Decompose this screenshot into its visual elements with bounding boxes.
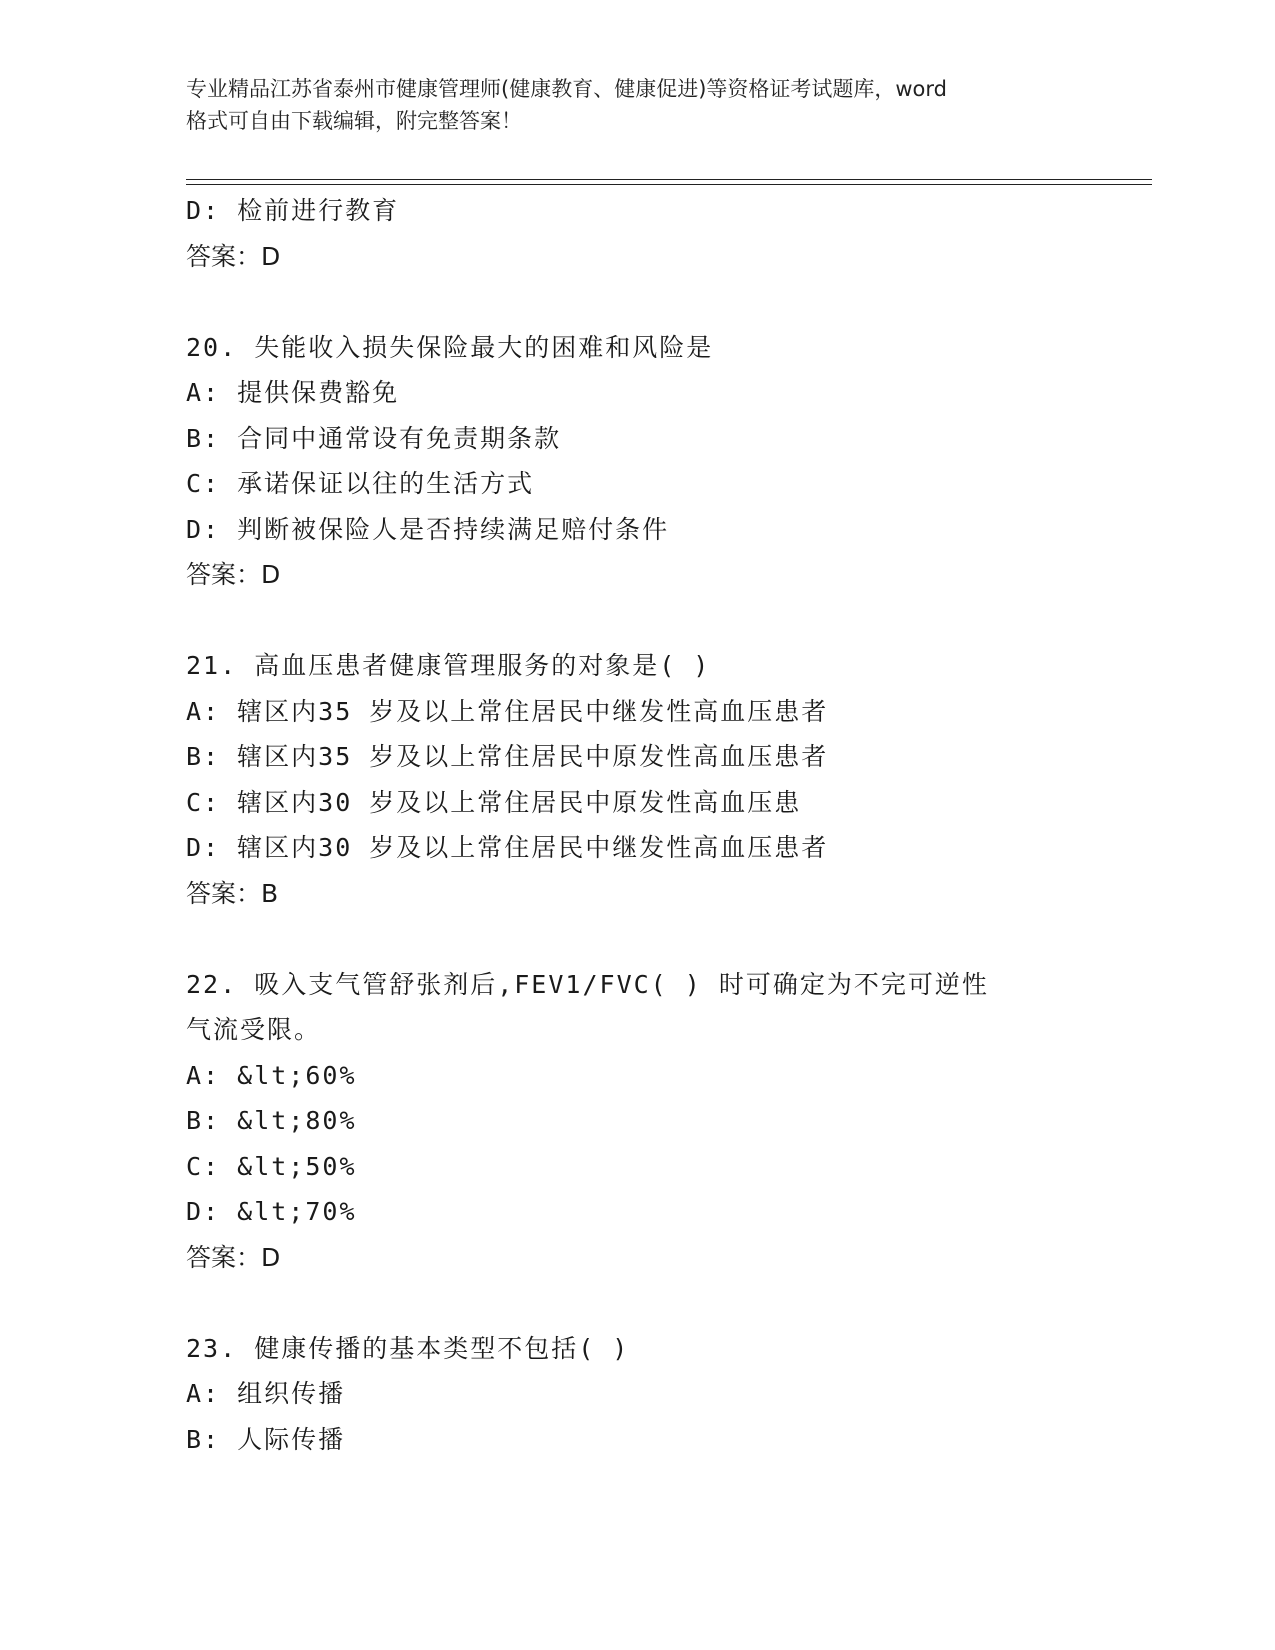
option-d: D: 检前进行教育 bbox=[186, 196, 400, 225]
question-20 bbox=[186, 325, 1152, 598]
spacer bbox=[186, 916, 1152, 962]
question-21 bbox=[186, 643, 1152, 916]
option-d: D: &lt;70% bbox=[186, 1197, 357, 1226]
option-b: B: 合同中通常设有免责期条款 bbox=[186, 423, 562, 453]
question-23 bbox=[186, 1326, 1152, 1463]
option-c: C: 承诺保证以往的生活方式 bbox=[186, 469, 535, 498]
spacer bbox=[186, 279, 1152, 325]
answer: 答案：B bbox=[186, 878, 279, 908]
option-a: A: &lt;60% bbox=[186, 1060, 357, 1090]
question-title: 20. 失能收入损失保险最大的困难和风险是 bbox=[186, 332, 714, 362]
header-line-1: 专业精品江苏省泰州市健康管理师(健康教育、健康促进)等资格证考试题库，word bbox=[186, 77, 948, 101]
question-title-continued: 气流受限。 bbox=[186, 1015, 322, 1044]
option-b: B: 人际传播 bbox=[186, 1424, 346, 1454]
option-c: C: &lt;50% bbox=[186, 1151, 357, 1181]
question-title: 22. 吸入支气管舒张剂后,FEV1/FVC( ) 时可确定为不完可逆性 bbox=[186, 969, 989, 999]
option-c: C: 辖区内30 岁及以上常住居民中原发性高血压患 bbox=[186, 787, 802, 817]
question-list bbox=[186, 188, 1152, 1462]
question-title: 23. 健康传播的基本类型不包括( ) bbox=[186, 1333, 630, 1363]
option-b: B: 辖区内35 岁及以上常住居民中原发性高血压患者 bbox=[186, 742, 829, 771]
question-22 bbox=[186, 962, 1152, 1281]
answer: 答案：D bbox=[186, 241, 281, 271]
header-divider-bottom bbox=[186, 184, 1152, 185]
question-19 bbox=[186, 188, 1152, 279]
header-divider-top bbox=[186, 179, 1152, 180]
option-a: A: 辖区内35 岁及以上常住居民中继发性高血压患者 bbox=[186, 696, 829, 726]
header-line-2: 格式可自由下载编辑，附完整答案！ bbox=[186, 109, 522, 133]
answer: 答案：D bbox=[186, 1242, 281, 1272]
spacer bbox=[186, 1280, 1152, 1326]
option-d: D: 判断被保险人是否持续满足赔付条件 bbox=[186, 514, 670, 544]
answer: 答案：D bbox=[186, 560, 281, 589]
option-d: D: 辖区内30 岁及以上常住居民中继发性高血压患者 bbox=[186, 833, 829, 862]
page-header bbox=[186, 73, 1086, 137]
spacer bbox=[186, 598, 1152, 644]
option-a: A: 组织传播 bbox=[186, 1379, 346, 1408]
question-title: 21. 高血压患者健康管理服务的对象是( ) bbox=[186, 651, 711, 680]
option-a: A: 提供保费豁免 bbox=[186, 378, 400, 407]
option-b: B: &lt;80% bbox=[186, 1106, 357, 1135]
